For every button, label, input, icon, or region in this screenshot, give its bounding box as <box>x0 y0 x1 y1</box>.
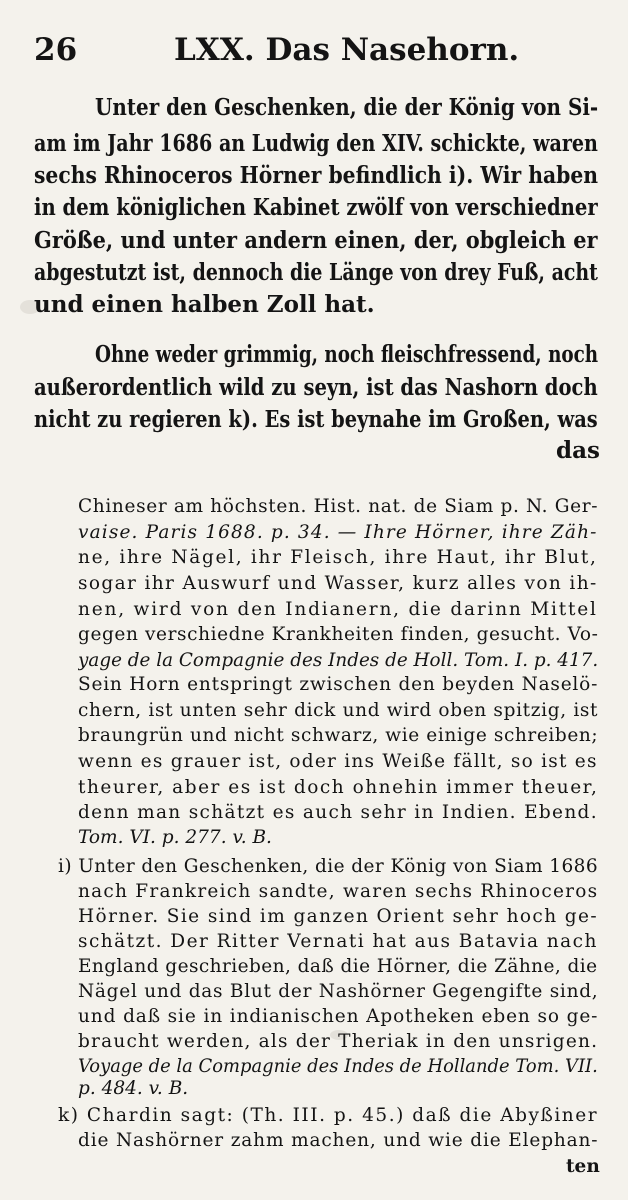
footnote-line: Voyage de la Compagnie des Indes de Hollande Tom. VII. <box>78 1056 598 1077</box>
footnote-line: die Nashörner zahm machen, und wie die Elephan- <box>78 1130 599 1151</box>
footnote-line: sogar ihr Auswurf und Wasser, kurz alles von ih- <box>78 573 598 594</box>
footnote-line: braungrün und nicht schwarz, wie einige schreiben; <box>78 725 599 746</box>
text-line: nicht zu regieren k). Es ist beynahe im Großen, was <box>34 406 598 433</box>
text-line: und einen halben Zoll hat. <box>34 291 375 318</box>
page-number: 26 <box>34 32 78 68</box>
text-line: abgestutzt ist, dennoch die Länge von drey Fuß, acht <box>34 259 598 286</box>
footnote-line: ne, ihre Nägel, ihr Fleisch, ihre Haut, ihr Blut, <box>78 547 598 568</box>
footnote-line: Chineser am höchsten. Hist. nat. de Siam p. N. Ger- <box>78 496 599 517</box>
footnote-line: theurer, aber es ist doch ohnehin immer theuer, <box>78 777 599 798</box>
footnote-line: vaise. Paris 1688. p. 34. — Ihre Hörner, ihre Zäh- <box>78 522 598 543</box>
footnote-line: denn man schätzt es auch sehr in Indien. Ebend. <box>78 802 598 823</box>
footnote-line: nen, wird von den Indianern, die darinn Mittel <box>78 599 598 620</box>
catchword: das <box>556 437 600 464</box>
text-line: in dem königlichen Kabinet zwölf von verschiedner <box>34 194 598 221</box>
text-line: Ohne weder grimmig, noch fleischfressend, noch <box>95 341 599 368</box>
text-line: Unter den Geschenken, die der König von Si- <box>95 94 599 121</box>
footnote-line: chern, ist unten sehr dick und wird oben spitzig, ist <box>78 700 599 721</box>
footnote-line: schätzt. Der Ritter Vernati hat aus Batavia nach <box>78 931 598 952</box>
text-line: Größe, und unter andern einen, der, obgleich er <box>34 227 598 254</box>
footnote-line: p. 484. v. B. <box>78 1078 189 1099</box>
footnote-line: i) Unter den Geschenken, die der König von Siam 1686 <box>58 856 599 877</box>
footnote-line: Sein Horn entspringt zwischen den beyden Naselö- <box>78 674 599 695</box>
footnote-line: England geschrieben, daß die Hörner, die Zähne, die <box>78 956 598 977</box>
footnote-line: Tom. VI. p. 277. v. B. <box>78 827 272 848</box>
text-line: außerordentlich wild zu seyn, ist das Nashorn doch <box>34 374 598 401</box>
footnote-line: und daß sie in indianischen Apotheken eben so ge- <box>78 1006 599 1027</box>
page-header <box>28 24 598 72</box>
footnote-line: yage de la Compagnie des Indes de Holl. Tom. I. p. 417. <box>78 650 599 671</box>
footnote-line: Hörner. Sie sind im ganzen Orient sehr hoch ge- <box>78 906 599 927</box>
catchword: ten <box>566 1156 600 1177</box>
footnote-line: wenn es grauer ist, oder ins Weiße fällt, so ist es <box>78 751 598 772</box>
footnote-line: k) Chardin sagt: (Th. III. p. 45.) daß die Abyßiner <box>58 1105 599 1126</box>
running-title: LXX. Das Nasehorn. <box>174 32 520 68</box>
footnote-line: Nägel und das Blut der Nashörner Gegengifte sind, <box>78 981 599 1002</box>
footnote-line: gegen verschiedne Krankheiten finden, gesucht. Vo- <box>78 624 599 645</box>
footnote-line: nach Frankreich sandte, waren sechs Rhinoceros <box>78 881 599 902</box>
footnote-line: braucht werden, als der Theriak in den unsrigen. <box>78 1031 599 1052</box>
text-line: sechs Rhinoceros Hörner befindlich i). Wir haben <box>34 162 599 189</box>
text-line: am im Jahr 1686 an Ludwig den XIV. schickte, waren <box>34 130 598 157</box>
